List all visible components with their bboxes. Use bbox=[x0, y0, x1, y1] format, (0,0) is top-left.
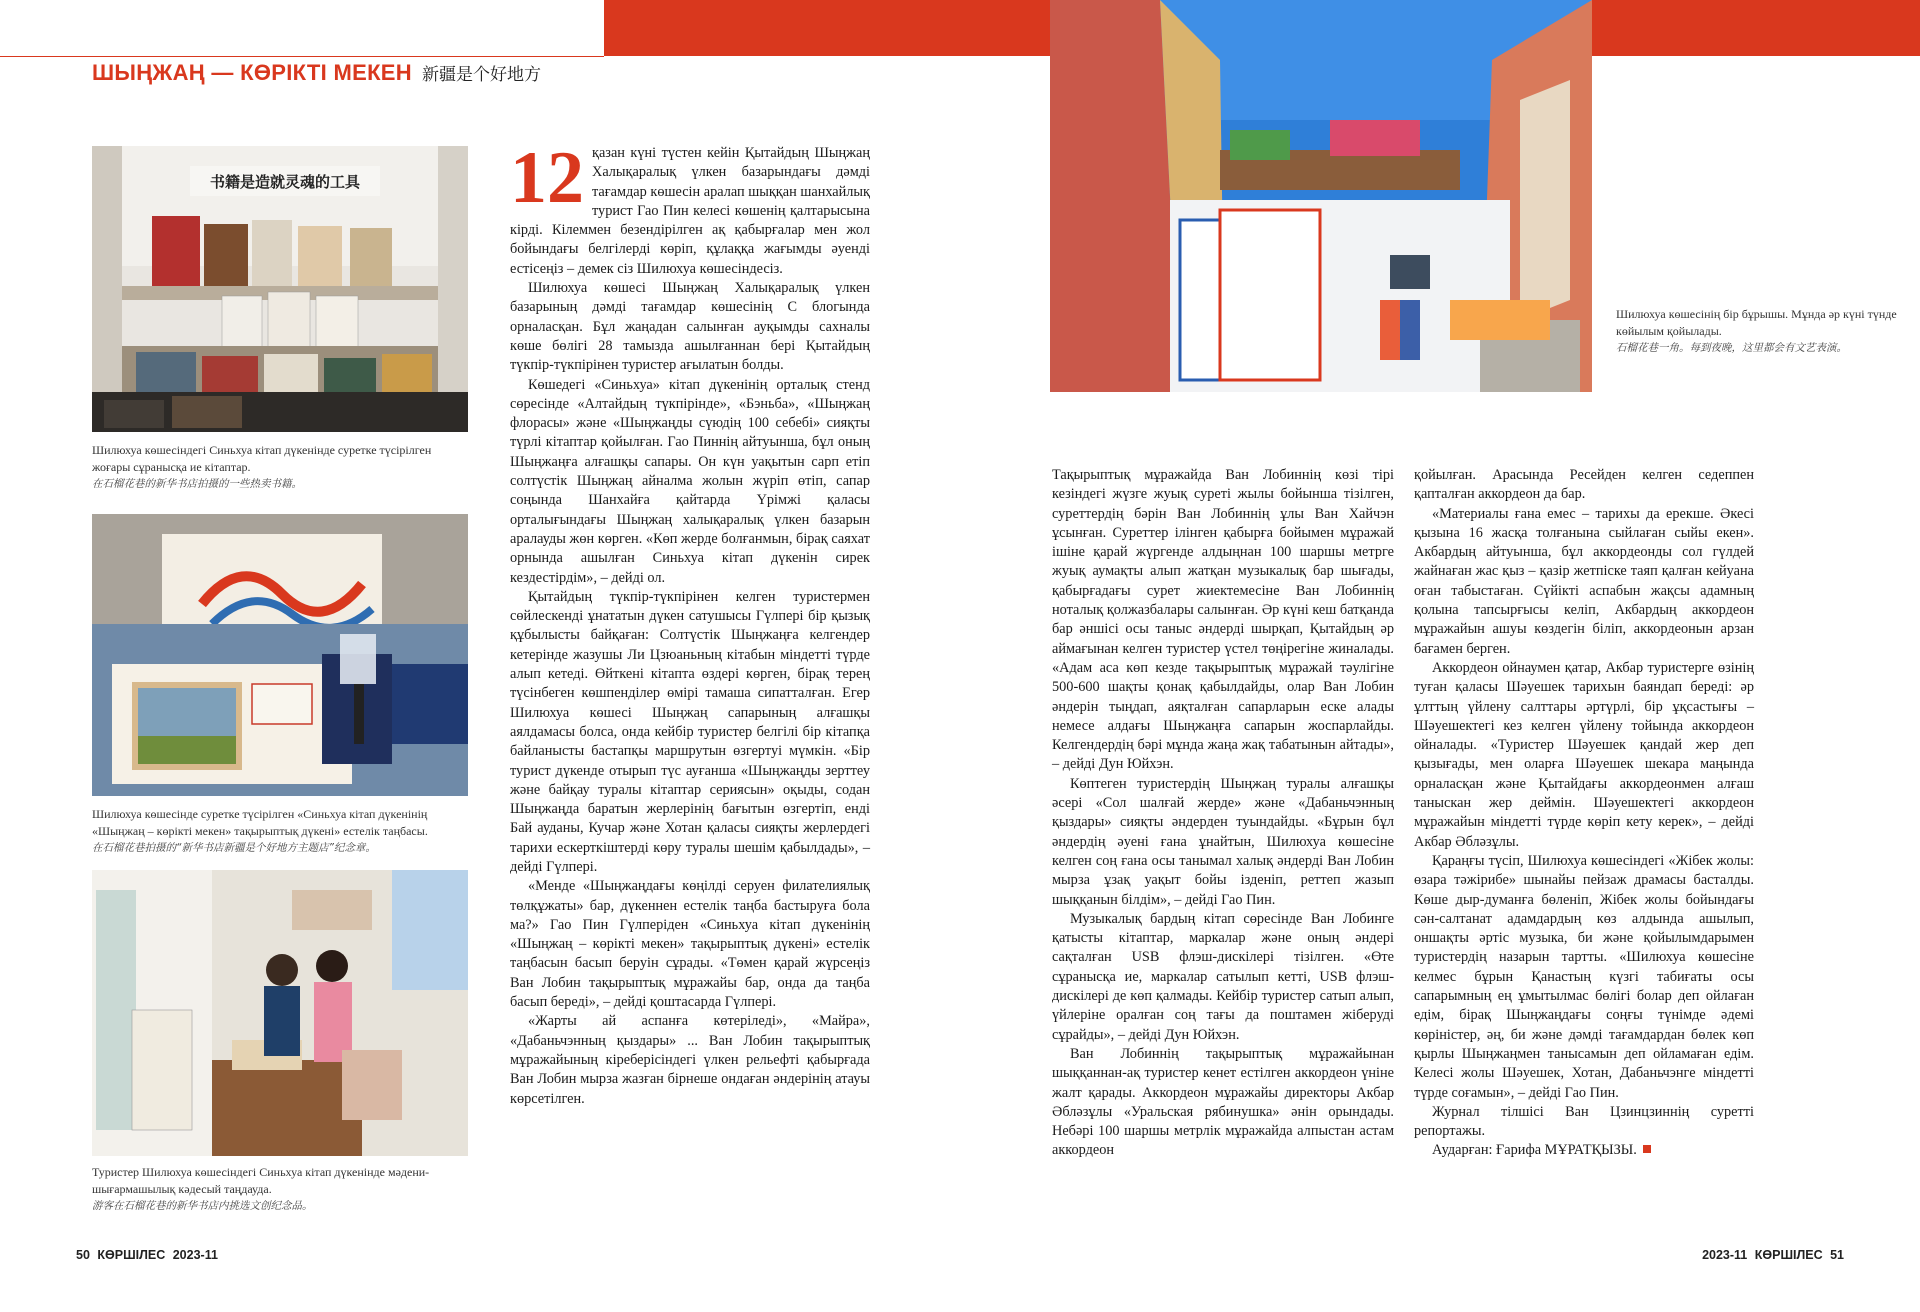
article-paragraph: Музыкалық бардың кітап сөресінде Ван Лобинге қатысты кітаптар, маркалар және оның әндері сақталған USB флэш-дискілері тізілген. «Өте сұранысқа ие, маркалар сатылып кетті, USB флэш-дискілері де көп қалмады. Кейбір туристер сатып алып, үйлеріне оралған соң тағы да поштамен жіберуді сұрайды», – дейді Дун Юйхэн. bbox=[1052, 910, 1394, 1043]
article-paragraph: «Жарты ай аспанға көтеріледі», «Майра», «Дабаньчэнның қыздары» ... Ван Лобин тақырыптық мұражайының кіреберісіндегі үлкен рельефті қабырғада Ван Лобин мырза жазған бірнеше ондаған әндерінің атауы көрсетілген. bbox=[510, 1013, 870, 1107]
photo-caption-books bbox=[92, 442, 472, 492]
bookshop-display-photo bbox=[92, 146, 468, 432]
folio-right-page: 51 bbox=[1830, 1248, 1844, 1262]
article-paragraph: Көшедегі «Синьхуа» кітап дүкенінің орталық стенд сөресінде «Алтайдың түкпірінде», «Бэньба», «Шыңжаң флорасы» және «Шыңжаңды сүюдің 100 себебі» сияқты түрлі кітаптар қойылған. Гао Пиннің айтуынша, бұл оның Шыңжаңға алғашқы сапары. Он күн уақытын сарп етіп солтүстік Шыңжаң айналма жолын жүріп өтіп, сапар соңында Шанхайға қайтарда Үрімжі қаласы орталығындағы Шыңжаң халықаралық үлкен базарын аралауды жөн көрген. «Көп жерде болғанмын, бірақ саяхат орнында ашылған Синьхуа кітап дүкенін сирек кездестірдім», – дейді ол. bbox=[510, 376, 870, 586]
article-paragraph: қойылған. Арасында Ресейден келген седеппен қапталған аккордеон да бар. bbox=[1414, 467, 1754, 503]
caption-street-zh: 石榴花巷一角。每到夜晚，这里都会有文艺表演。 bbox=[1616, 342, 1847, 354]
article-paragraph: «Менде «Шыңжаңдағы көңілді серуен филателиялық төлқұжаты» бар, дүкеннен естелік таңба бастыруға бола ма?» Гао Пин Гүлперіден «Синьхуа кітап дүкенінің «Шыңжаң – көрікті мекен» тақырыптық дүкені» естелік таңбасын басып беруін сұрады. «Төмен қарай жүрсеңіз Ван Лобин тақырыптық мұражайы бар, онда да таңба басып береді», – дейді қоштасарда Гүлпері. bbox=[510, 878, 870, 1011]
article-paragraph: Тақырыптық мұражайда Ван Лобиннің көзі тірі кезіндегі жүзге жуық суреті жылы бойынша тізілген, суреттердің бәрін Ван Лобиннің ұлы Ван Хайчэн ұсынған. Суреттер ілінген қабырға бойымен мұражай ішіне қарай жүргенде алдыңнан 100 шаршы метрге жуық аумақты алып жатқан музыкалық бар шығады, қабырғадағы сурет жиектемесіне Ван Лобиннің ноталық қолжазбалары салынған. Әр күні кеш батқанда бар әншісі осы таныс әндерді шырқап, Қытайдың әр аймағынан келген туристер үстел төңірегіне жиналады. «Адам аса көп кезде тақырыптық мұражай тәулігіне 500-600 шақты қонақ қабылдайды, олар Ван Лобин әндерін тыңдап, аяқталған сапарларын еске алады немесе алдағы Шыңжаңға сапарын жоспарлайды. Келгендердің бәрі мұнда жаңа жақ табатынын айтады», – дейді Дун Юйхэн. bbox=[1052, 467, 1394, 773]
section-title-zh: 新疆是个好地方 bbox=[421, 65, 541, 85]
tourists-in-shop-photo bbox=[92, 870, 468, 1156]
photo-caption-street bbox=[1616, 306, 1916, 356]
article-column-2 bbox=[1052, 466, 1394, 1161]
article-paragraph: Аккордеон ойнаумен қатар, Акбар туристерге өзінің туған қаласы Шәуешек тарихын баяндап береді: әр ұлттың үйлену салттары әртүрлі, бір ұқсастығы – Шәуешектегі кез келген үйлену тойында аккордеон ойналады. «Туристер Шәуешек қандай жер деп қызығады, мен оларға Шәуешек шекара маңында орналасқан және Қытайдағы аккордеонмен алғаш таныскан жер деймін. Шәуешектегі аккордеон мұражайын міндетті түрде көріп кету керек», – дейді Акбар Әбләзұлы. bbox=[1414, 659, 1754, 850]
caption-stamp-zh: 在石榴花巷拍摄的“新华书店新疆是个好地方主题店”纪念章。 bbox=[92, 842, 376, 854]
folio-left bbox=[76, 1248, 218, 1262]
translator-credit-text: Аударған: Ғарифа МҰРАТҚЫЗЫ. bbox=[1432, 1142, 1637, 1159]
header-rule bbox=[0, 56, 604, 57]
photo-caption-tourists bbox=[92, 1164, 472, 1214]
article-paragraph: Журнал тілшісі Ван Цзинцзиннің суретті репортажы. bbox=[1414, 1103, 1754, 1140]
bookshop-sign-text: 书籍是造就灵魂的工具 bbox=[209, 173, 361, 191]
caption-tourists-zh: 游客在石榴花巷的新华书店内挑选文创纪念品。 bbox=[92, 1200, 313, 1212]
drop-cap: 12 bbox=[510, 137, 584, 219]
article-paragraph: Қытайдың түкпір-түкпірінен келген туристермен сөйлескенді ұнататын дүкен сатушысы Гүлпері бір қызық құбылысты байқаған: Солтүстік Шыңжаңға келгендер кетерінде жазушы Ли Цзюаньның кітабын міндетті түрде алып кетеді. Өйткені кітапта өздері көрген, бірақ терең түсінбеген көшпенділер өмірі тамаша сипатталған. Егер Шилюхуа көшесі Шыңжаң сапарының алғашқы аялдамасы болса, онда кейбір туристер белгілі бір кітапқа байланысты бастапқы маршрутын өзгертуі мүмкін. «Бір турист дүкенде отырып түс ауғанша «Шыңжаңды зерттеу және байқау туралы кітаптар сериясын» оқыды, содан Шыңжаңда баратын жерлерінің бағытын өзгертіп, енді Бай ауданы, Кучар және Хотан қаласы сияқты жерлердегі тарихи ескерткіштерді көру туралы шешім қабылдады», – дейді Гүлпері. bbox=[510, 588, 870, 875]
folio-right bbox=[1702, 1248, 1844, 1262]
folio-left-page: 50 bbox=[76, 1248, 90, 1262]
article-paragraph: Шилюхуа көшесі Шыңжаң Халықаралық үлкен базарының дәмді тағамдар көшесінің С блогында орналасқан. Бұл жаңадан салынған ауқымды сахналы көше бөлігі 28 тамызда ашылғаннан бері Қытайдың түкпір-түкпірінен туристер ағылатын болды. bbox=[510, 280, 870, 374]
article-column-1 bbox=[510, 137, 870, 1109]
section-title-kz: ШЫҢЖАҢ — КӨРІКТІ МЕКЕН bbox=[92, 60, 412, 85]
section-title bbox=[92, 60, 541, 90]
article-column-3 bbox=[1414, 466, 1754, 1161]
article-paragraph: Қараңғы түсіп, Шилюхуа көшесіндегі «Жібек жолы: өзара тәжірибе» шынайы пейзаж драмасы басталды. Көше дыр-думанға бөленіп, Жібек жолы бойындағы сән-салтанат адамдардың көз алдында ашылып, оншақты әртіс музыка, би және қойылымдарымен туристердің назарын тартты. «Шилюхуа көшесіне келмес бұрын Қанастың күзгі табиғаты осы сапарымның ең ұмытылмас бөлігі болар деп ойлаған едім, бірақ Шыңжаңдағы соңғы түнімде әдемі көріністер, әң, би және дәмді тағамдардан бөлек көп қырлы Шыңжаңмен танысамын деп ойламаған едім. Келесі жолы Шәуешек, Хотан, Дабаньчэнге міндетті түрде соғамын», – дейді Гао Пин. bbox=[1414, 852, 1754, 1101]
caption-tourists-kz: Туристер Шилюхуа көшесіндегі Синьхуа кітап дүкенінде мәдени-шығармашылық кәдесый таңдауда. bbox=[92, 1165, 430, 1196]
article-lead-paragraph bbox=[510, 137, 870, 279]
article-paragraph: Көптеген туристердің Шыңжаң туралы алғашқы әсері «Сол шалғай жерде» және «Дабаньчэнның қыздары» сияқты әндерден туындайды. «Бұрын бұл әндердің әуені ғана ұнайтын, Шилюхуа көшесіне келген соң ғана осы танымал халық әндерді Ван Лобин мырза ұзақ уақыт бойы ізденіп, реттеп жазып шыққанын білдім», – дейді Гао Пин. bbox=[1052, 775, 1394, 908]
folio-left-magazine: КӨРШІЛЕС bbox=[97, 1248, 166, 1262]
caption-street-kz: Шилюхуа көшесінің бір бұрышы. Мұнда әр күні түнде көйылым қойылады. bbox=[1616, 307, 1897, 338]
folio-right-magazine: КӨРШІЛЕС bbox=[1754, 1248, 1823, 1262]
photo-caption-stamp bbox=[92, 806, 472, 856]
article-paragraph: Ван Лобиннің тақырыптық мұражайынан шыққаннан-ақ туристер кенет естілген аккордеон үніне жалт қарады. Аккордеон мұражайы директоры Акбар Әбләзұлы «Уральская рябинушка» әнін орындады. Небәрі 100 шаршы метрлік мұражайда алпыстан астам аккордеон bbox=[1052, 1045, 1394, 1159]
caption-books-zh: 在石榴花巷的新华书店拍摄的一些热卖书籍。 bbox=[92, 478, 302, 490]
folio-left-issue: 2023-11 bbox=[172, 1248, 218, 1262]
article-paragraph: «Материалы ғана емес – тарихы да ерекше. Әкесі қызына 16 жасқа толғанына сыйлаған сыйы екен». Акбардың айтуынша, бұл аккордеонды сол гүлдей жайнаған жас қыз – қазір жетпіске таяп қалған кейуана оған табыстаған. Сүйікті аспабын жақсы адамның қолына тапсырғысы келіп, Акбардың аккордеон мұражайын ашуы көздегін біліп, аккордеонын арзан бағамен берген. bbox=[1414, 505, 1754, 657]
end-mark-icon bbox=[1643, 1145, 1651, 1153]
article-paragraph: қазан күні түстен кейін Қытайдың Шыңжаң Халықаралық үлкен базарындағы дәмді тағамдар көшесін аралап шыққан шанхайлық турист Гао Пин келесі көшенің қалтарысына кірді. Кілеммен безендірілген ақ қабырғалар мен жол бойындағы белгілерді көріп, құлаққа жағымды әуенді естісеңіз – демек сіз Шилюхуа көшесіндесіз. bbox=[510, 145, 870, 277]
folio-right-issue: 2023-11 bbox=[1702, 1248, 1748, 1262]
commemorative-stamp-photo bbox=[92, 514, 468, 796]
caption-stamp-kz: Шилюхуа көшесінде суретке түсірілген «Синьхуа кітап дүкенінің «Шыңжаң – көрікті мекен» тақырыптық дүкені» естелік таңбасы. bbox=[92, 807, 428, 838]
caption-books-kz: Шилюхуа көшесіндегі Синьхуа кітап дүкенінде суретке түсірілген жоғары сұранысқа ие кітаптар. bbox=[92, 443, 432, 474]
header-accent-bar-left bbox=[604, 0, 1052, 56]
street-corner-photo bbox=[1050, 0, 1592, 392]
translator-credit bbox=[1414, 1141, 1754, 1160]
